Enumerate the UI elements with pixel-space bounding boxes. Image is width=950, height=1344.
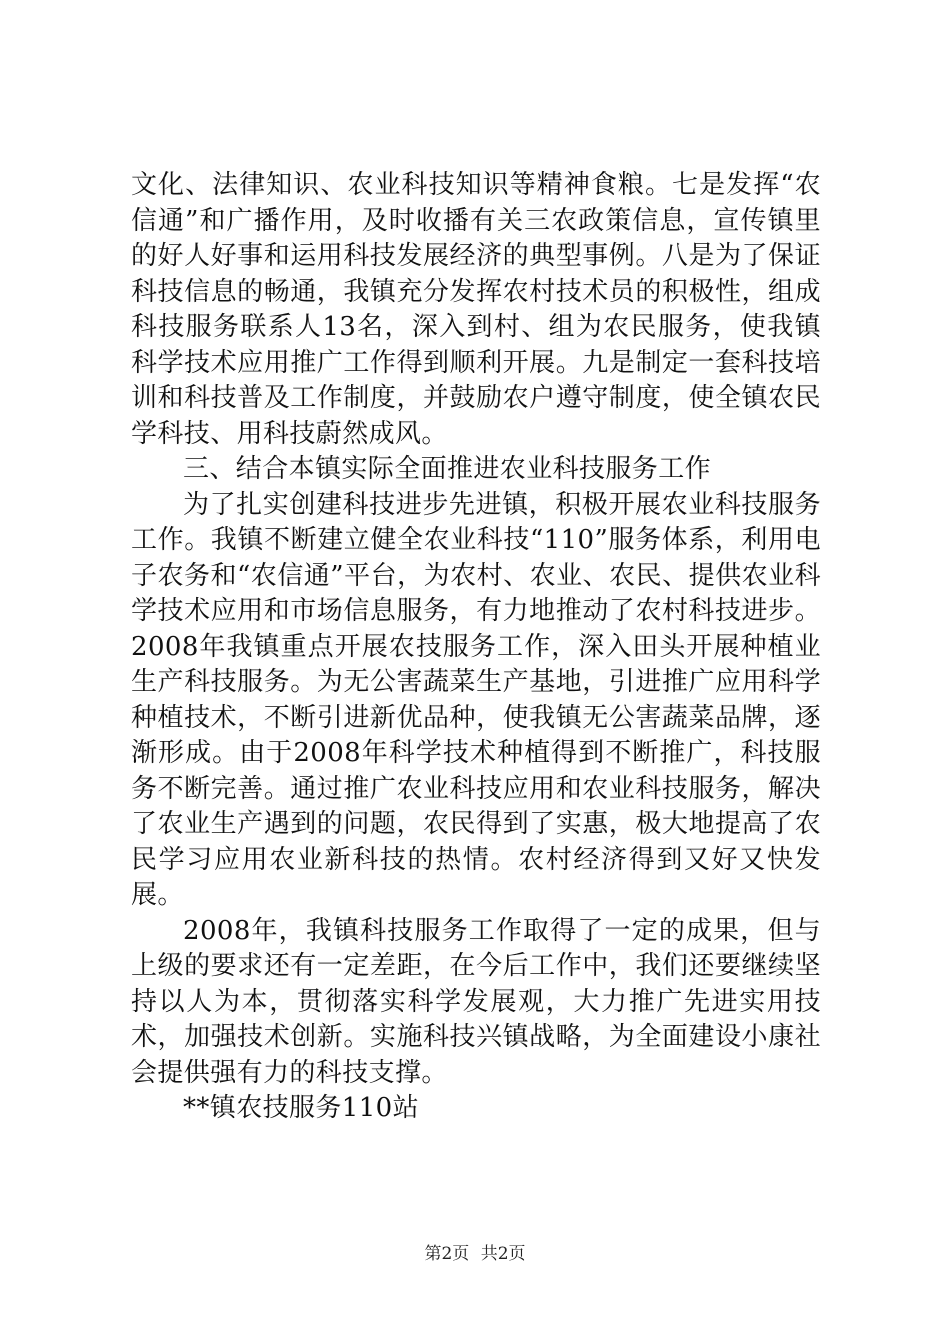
page-footer [0, 1243, 950, 1265]
document-body [131, 168, 821, 1127]
page-total: 共2页 [480, 1244, 526, 1264]
signature-line: **镇农技服务110站 [183, 1093, 420, 1123]
section-heading: 三、结合本镇实际全面推进农业科技服务工作 [183, 454, 712, 484]
page-number: 第2页 [424, 1244, 470, 1264]
paragraph-continuation: 文化、法律知识、农业科技知识等精神食粮。七是发挥“农信通”和广播作用，及时收播有关三农政策信息，宣传镇里的好人好事和运用科技发展经济的典型事例。八是为了保证科技信息的畅通，我镇充分发挥农村技术员的积极性，组成科技服务联系人13名，深入到村、组为农民服务，使我镇科学技术应用推广工作得到顺利开展。九是制定一套科技培训和科技普及工作制度，并鼓励农户遵守制度，使全镇农民学科技、用科技蔚然成风。 [131, 170, 821, 449]
paragraph-section-three: 为了扎实创建科技进步先进镇，积极开展农业科技服务工作。我镇不断建立健全农业科技“110”服务体系，利用电子农务和“农信通”平台，为农村、农业、农民、提供农业科学技术应用和市场信息服务，有力地推动了农村科技进步。2008年我镇重点开展农技服务工作，深入田头开展种植业生产科技服务。为无公害蔬菜生产基地，引进推广应用科学种植技术，不断引进新优品种，使我镇无公害蔬菜品牌，逐渐形成。由于2008年科学技术种植得到不断推广，科技服务不断完善。通过推广农业科技应用和农业科技服务，解决了农业生产遇到的问题，农民得到了实惠，极大地提高了农民学习应用农业新科技的热情。农村经济得到又好又快发展。 [131, 489, 821, 910]
paragraph-conclusion: 2008年，我镇科技服务工作取得了一定的成果，但与上级的要求还有一定差距，在今后工作中，我们还要继续坚持以人为本，贯彻落实科学发展观，大力推广先进实用技术，加强技术创新。实施科技兴镇战略，为全面建设小康社会提供强有力的科技支撑。 [131, 915, 821, 1088]
